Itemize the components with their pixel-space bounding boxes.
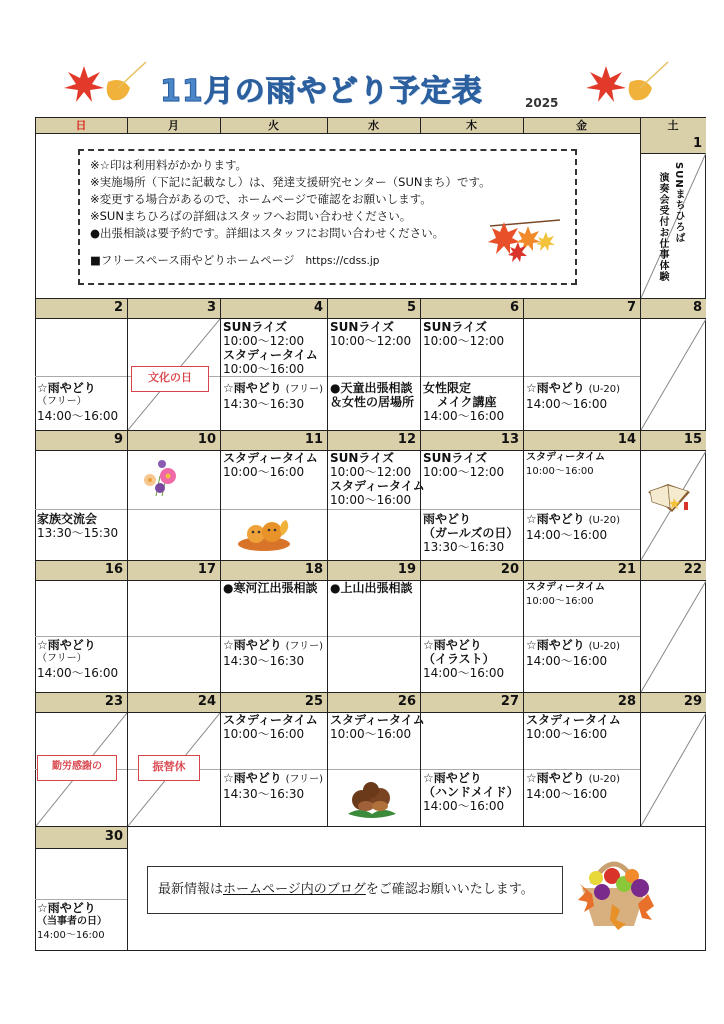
event-d7-pm[interactable]: ☆雨やどり (U-20) 14:00～16:00 — [526, 381, 621, 411]
day-number: 24 — [197, 694, 216, 709]
day-number: 27 — [500, 694, 519, 709]
closed-day-slash — [641, 713, 706, 826]
day1-event-title: SUNまちひろば — [673, 162, 684, 244]
event-d25-am[interactable]: スタディータイム 10:00～16:00 — [223, 713, 318, 741]
event-d28-pm[interactable]: ☆雨やどり (U-20) 14:00～16:00 — [526, 771, 621, 801]
notice-line: ※SUNまちひろばの詳細はスタッフへお問い合わせください。 — [90, 209, 412, 223]
holiday-label: 勤労感謝の — [37, 755, 117, 781]
event-d18-am[interactable]: ●寒河江出張相談 — [223, 581, 318, 595]
divider — [127, 826, 128, 951]
event-d13-am[interactable]: SUNライズ 10:00～12:00 — [423, 451, 505, 479]
event-d9-pm[interactable]: 家族交流会 13:30～15:30 — [37, 512, 119, 540]
weekday-mon: 月 — [168, 119, 179, 132]
day-number: 16 — [104, 562, 123, 577]
event-d16-pm[interactable]: ☆雨やどり （フリー） 14:00～16:00 — [37, 638, 119, 680]
event-d28-am[interactable]: スタディータイム 10:00～16:00 — [526, 713, 621, 741]
divider — [35, 376, 640, 377]
divider — [327, 117, 328, 133]
event-d18-pm[interactable]: ☆雨やどり (フリー) 14:30～16:30 — [223, 638, 323, 668]
event-d13-pm[interactable]: 雨やどり （ガールズの日） 13:30～16:30 — [423, 512, 519, 554]
holiday-label: 振替休 — [138, 755, 200, 781]
divider — [35, 848, 127, 849]
divider — [220, 117, 221, 133]
event-d30-pm[interactable]: ☆雨やどり （当事者の日） 14:00～16:00 — [37, 901, 107, 941]
news-prefix: 最新情報は — [158, 882, 224, 897]
day-number: 20 — [500, 562, 519, 577]
maple-ginkgo-decoration-icon — [584, 58, 670, 108]
day-number: 11 — [304, 432, 323, 447]
event-d19-am[interactable]: ●上山出張相談 — [330, 581, 413, 595]
day-number: 17 — [197, 562, 216, 577]
day-number: 3 — [206, 300, 216, 315]
event-d27-pm[interactable]: ☆雨やどり （ハンドメイド） 14:00～16:00 — [423, 771, 519, 813]
holiday-label: 文化の日 — [131, 366, 209, 392]
event-d21-am[interactable]: スタディータイム 10:00～16:00 — [526, 582, 605, 607]
fruit-basket-icon — [572, 854, 658, 934]
cosmos-flowers-icon — [136, 456, 184, 498]
event-d5-am[interactable]: SUNライズ 10:00～12:00 — [330, 320, 412, 348]
divider — [35, 826, 706, 827]
event-d4-am[interactable]: SUNライズ 10:00～12:00 スタディータイム 10:00～16:00 — [223, 320, 318, 376]
divider — [523, 117, 524, 133]
event-d5-pm[interactable]: ●天童出張相談 ＆女性の居場所 — [330, 381, 415, 409]
divider — [35, 636, 640, 637]
weekday-wed: 水 — [368, 119, 379, 132]
notice-line: ※☆印は利用料がかかります。 — [90, 158, 248, 172]
weekday-fri: 金 — [576, 119, 587, 132]
event-d4-pm[interactable]: ☆雨やどり (フリー) 14:30～16:30 — [223, 381, 323, 411]
closed-day-slash — [641, 319, 706, 430]
day-number: 13 — [500, 432, 519, 447]
divider — [35, 133, 706, 134]
day-number: 7 — [626, 300, 636, 315]
blog-link[interactable]: ホームページ内のブログ — [223, 882, 366, 897]
event-d6-pm[interactable]: 女性限定 メイク講座 14:00～16:00 — [423, 381, 505, 423]
weekday-tue: 火 — [268, 119, 279, 132]
notice-line: ※実施場所（下記に記載なし）は、発達支援研究センター（SUNまち）です。 — [90, 175, 491, 189]
event-d6-am[interactable]: SUNライズ 10:00～12:00 — [423, 320, 505, 348]
day-number: 23 — [104, 694, 123, 709]
homepage-link[interactable]: https://cdss.jp — [305, 255, 380, 267]
day-number: 9 — [113, 432, 123, 447]
homepage-label: ■フリースペース雨やどりホームページ — [90, 253, 295, 267]
day-number: 15 — [683, 432, 702, 447]
day-number: 25 — [304, 694, 323, 709]
weekday-sat: 土 — [667, 119, 679, 132]
day-number: 26 — [397, 694, 416, 709]
squirrel-leaves-icon — [236, 516, 292, 552]
event-d25-pm[interactable]: ☆雨やどり (フリー) 14:30～16:30 — [223, 771, 323, 801]
event-d14-am[interactable]: スタディータイム 10:00～16:00 — [526, 452, 605, 477]
notice-line: ※変更する場合があるので、ホームページで確認をお願いします。 — [90, 192, 432, 206]
day-number: 29 — [683, 694, 702, 709]
event-d26-am[interactable]: スタディータイム 10:00～16:00 — [330, 713, 425, 741]
weekday-thu: 木 — [466, 119, 477, 132]
divider — [420, 117, 421, 133]
day-number: 22 — [683, 562, 702, 577]
notice-line: ●出張相談は要予約です。詳細はスタッフにお問い合わせください。 — [90, 226, 445, 240]
day-number: 14 — [617, 432, 636, 447]
day-number: 12 — [397, 432, 416, 447]
day-number: 5 — [406, 300, 416, 315]
chestnuts-icon — [344, 780, 400, 820]
event-d2-pm[interactable]: ☆雨やどり （フリー） 14:00～16:00 — [37, 381, 119, 423]
day-number-1: 1 — [692, 136, 702, 151]
news-box — [147, 866, 563, 914]
divider — [35, 899, 127, 900]
day-number: 30 — [104, 829, 123, 844]
day-number: 19 — [397, 562, 416, 577]
day-number: 8 — [692, 300, 702, 315]
year-label: 2025 — [525, 96, 559, 110]
day-number: 21 — [617, 562, 636, 577]
divider — [35, 509, 640, 510]
closed-day-slash — [641, 581, 706, 692]
day-number: 18 — [304, 562, 323, 577]
open-book-icon — [644, 478, 694, 516]
weekday-sun: 日 — [75, 119, 87, 132]
event-d11-am[interactable]: スタディータイム 10:00～16:00 — [223, 451, 318, 479]
day1-event-detail: 演奏会受付お仕事体験 — [657, 172, 668, 282]
event-d12-am[interactable]: SUNライズ 10:00～12:00 スタディータイム 10:00～16:00 — [330, 451, 425, 507]
day-number: 28 — [617, 694, 636, 709]
day-number: 2 — [113, 300, 123, 315]
news-suffix: をご確認お願いいたします。 — [365, 882, 534, 897]
maple-leaves-icon — [484, 212, 564, 264]
day-number: 10 — [197, 432, 216, 447]
day-number: 6 — [509, 300, 519, 315]
event-d20-pm[interactable]: ☆雨やどり （イラスト） 14:00～16:00 — [423, 638, 505, 680]
day-number: 4 — [313, 300, 323, 315]
event-d14-pm[interactable]: ☆雨やどり (U-20) 14:00～16:00 — [526, 512, 621, 542]
event-d21-pm[interactable]: ☆雨やどり (U-20) 14:00～16:00 — [526, 638, 621, 668]
maple-ginkgo-decoration-icon — [62, 58, 148, 108]
divider — [127, 117, 128, 133]
page-title: 11月の雨やどり予定表 — [160, 74, 483, 109]
